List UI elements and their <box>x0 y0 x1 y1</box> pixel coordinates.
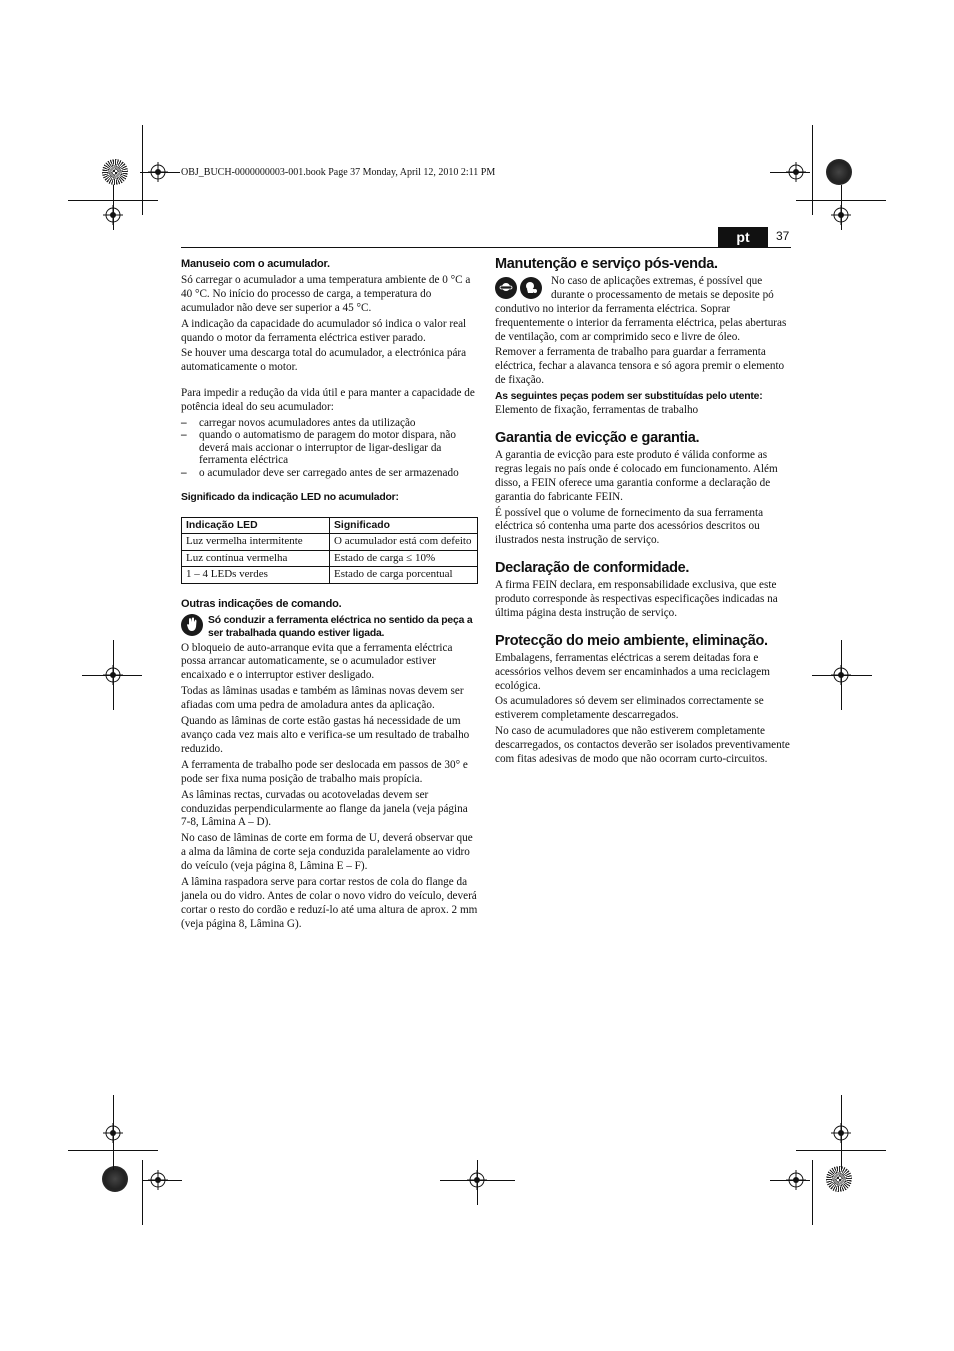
list-item: – o acumulador deve ser carregado antes de ser armazenado <box>181 467 479 479</box>
table-cell: Estado de carga ≤ 10% <box>330 550 478 566</box>
table-cell: 1 – 4 LEDs verdes <box>182 567 330 583</box>
warranty-heading: Garantia de evicção e garantia. <box>495 429 700 446</box>
accumulator-heading: Manuseio com o acumulador. <box>181 258 330 270</box>
table-cell: Luz contínua vermelha <box>182 550 330 566</box>
registration-rosette-icon <box>102 1166 128 1192</box>
crosshair-icon <box>103 665 123 685</box>
paragraph: Quando as lâminas de corte estão gastas há necessidade de um avanço cada vez mais alto e verifica-se um resultado de trabalho reduzido. <box>181 715 470 755</box>
left-column <box>181 258 479 934</box>
conformity-section <box>495 562 791 621</box>
paragraph: Embalagens, ferramentas eléctricas a serem deitadas fora e acessórios velhos devem ser encaminhados a uma reciclagem ecológica. <box>495 651 770 692</box>
table-row <box>182 534 478 550</box>
paragraph: Todas as lâminas usadas e também as lâminas novas devem ser afiadas com uma pedra de amoladura antes da aplicação. <box>181 685 464 712</box>
paragraph: A firma FEIN declara, em responsabilidade exclusiva, que este produto corresponde às respectivas especificações indicadas na última página desta instrução de serviço. <box>495 579 778 619</box>
right-column <box>495 258 791 769</box>
crosshair-icon <box>831 665 851 685</box>
paragraph: Elemento de fixação, ferramentas de trabalho <box>495 404 699 417</box>
paragraph: A ferramenta de trabalho pode ser deslocada em passos de 30° e pode ser fixa numa posição de trabalho mais propícia. <box>181 758 468 785</box>
registration-rosette-icon <box>826 1166 852 1192</box>
crosshair-icon <box>467 1170 487 1190</box>
language-badge: pt <box>718 227 768 247</box>
paragraph: No caso de lâminas de corte em forma de U, deverá observar que a alma da lâmina de corte seja conduzida paralelamente ao vidro do veículo (veja página 8, Lâmina E – F). <box>181 832 473 873</box>
hand-operation-icon <box>181 614 203 636</box>
table-cell: Luz vermelha intermitente <box>182 534 330 550</box>
crosshair-icon <box>831 1123 851 1143</box>
paragraph: O bloqueio de auto-arranque evita que a ferramenta eléctrica possa arrancar automaticamente, se o acumulador estiver encaixado e o interruptor estiver desligado. <box>181 641 453 682</box>
led-meaning-heading: Significado da indicação LED no acumulador: <box>181 492 399 504</box>
crosshair-icon <box>148 1170 168 1190</box>
table-header: Significado <box>330 518 478 534</box>
paragraph: A garantia de evicção para este produto é válida conforme as regras legais no país onde é colocado em funcionamento. Além disso, a FEIN oferece uma garantia conforme a declaração de garantia do fabricante FEIN. <box>495 448 778 503</box>
operating-notes-heading: Outras indicações de comando. <box>181 597 342 610</box>
paragraph: A lâmina raspadora serve para cortar restos de cola do flange da janela ou do vidro. Antes de colar o novo vidro do veículo, deverá cortar o resto do cordão e reduzí-lo até uma altura de aprox. 2 mm (veja página 8, Lâmina G). <box>181 876 478 930</box>
list-item: – carregar novos acumuladores antes da utilização <box>181 417 479 429</box>
crosshair-icon <box>786 1170 806 1190</box>
paragraph: Para impedir a redução da vida útil e para manter a capacidade de potência ideal do seu acumulador: <box>181 387 475 414</box>
paragraph: Remover a ferramenta de trabalho para guardar a ferramenta eléctrica, fechar a alavanca tensora e só agora premir o elemento de fixação. <box>495 346 785 387</box>
paragraph: Os acumuladores só devem ser eliminados correctamente se estiverem completamente descarregados. <box>495 695 764 722</box>
crosshair-icon <box>786 162 806 182</box>
respirator-icon <box>520 277 542 299</box>
paragraph: A indicação da capacidade do acumulador só indica o valor real quando o motor da ferramenta eléctrica estiver parado. <box>181 317 467 344</box>
table-header-row <box>182 518 478 534</box>
paragraph: Se houver uma descarga total do acumulador, a electrónica pára automaticamente o motor. <box>181 347 467 374</box>
environment-section <box>495 632 791 767</box>
maintenance-text: No caso de aplicações extremas, é possível que durante o processamento de metais se deposite pó condutivo no interior da ferramenta eléctrica. Soprar frequentemente o interior da ferramenta eléctrica, pelas aberturas de ventilação, com ar comprimido seco e livre de óleo. <box>495 274 787 343</box>
accumulator-list <box>181 417 479 479</box>
paragraph: Só carregar o acumulador a uma temperatura ambiente de 0 °C a 40 °C. No início do processo de carga, a temperatura do acumulador não deve ser superior a 45 °C. <box>181 273 471 314</box>
table-cell: O acumulador está com defeito <box>330 534 478 550</box>
table-row <box>182 567 478 583</box>
header-rule <box>181 247 791 248</box>
crosshair-icon <box>148 162 168 182</box>
ppe-icons <box>495 277 545 299</box>
warning-text: Só conduzir a ferramenta eléctrica no sentido da peça a ser trabalhada quando estiver ligada. <box>208 614 473 639</box>
conformity-heading: Declaração de conformidade. <box>495 560 690 577</box>
paragraph: No caso de acumuladores que não estiverem completamente descarregados, os contactos deverão ser isolados preventivamente com fitas adesivas de modo que não ocorram curto-circuitos. <box>495 725 790 766</box>
environment-heading: Protecção do meio ambiente, eliminação. <box>495 632 768 649</box>
table-header: Indicação LED <box>182 518 330 534</box>
crosshair-icon <box>103 1123 123 1143</box>
registration-rosette-icon <box>826 159 852 185</box>
table-row <box>182 550 478 566</box>
print-slug: OBJ_BUCH-0000000003-001.book Page 37 Monday, April 12, 2010 2:11 PM <box>181 167 496 178</box>
table-cell: Estado de carga porcentual <box>330 567 478 583</box>
eye-protection-icon <box>495 277 517 299</box>
led-table <box>181 517 478 584</box>
warranty-section <box>495 429 791 548</box>
maintenance-heading: Manutenção e serviço pós-venda. <box>495 256 718 272</box>
warning-note <box>181 614 479 640</box>
replaceable-parts-heading: As seguintes peças podem ser substituídas pelo utente: <box>495 391 763 403</box>
paragraph <box>495 275 791 345</box>
crosshair-icon <box>831 205 851 225</box>
paragraph: As lâminas rectas, curvadas ou acotoveladas devem ser conduzidas perpendicularmente ao flange da janela (veja página 7-8, Lâmina A – D). <box>181 788 468 829</box>
registration-rosette-icon <box>102 159 128 185</box>
list-item: – quando o automatismo de paragem do motor dispara, não deverá mais accionar o interruptor de ligar-desligar da ferramenta eléctrica <box>181 429 479 466</box>
paragraph: É possível que o volume de fornecimento da sua ferramenta eléctrica só contenha uma parte dos acessórios descritos ou ilustrados nesta instrução de serviço. <box>495 506 764 547</box>
crosshair-icon <box>103 205 123 225</box>
page-number: 37 <box>776 229 790 243</box>
